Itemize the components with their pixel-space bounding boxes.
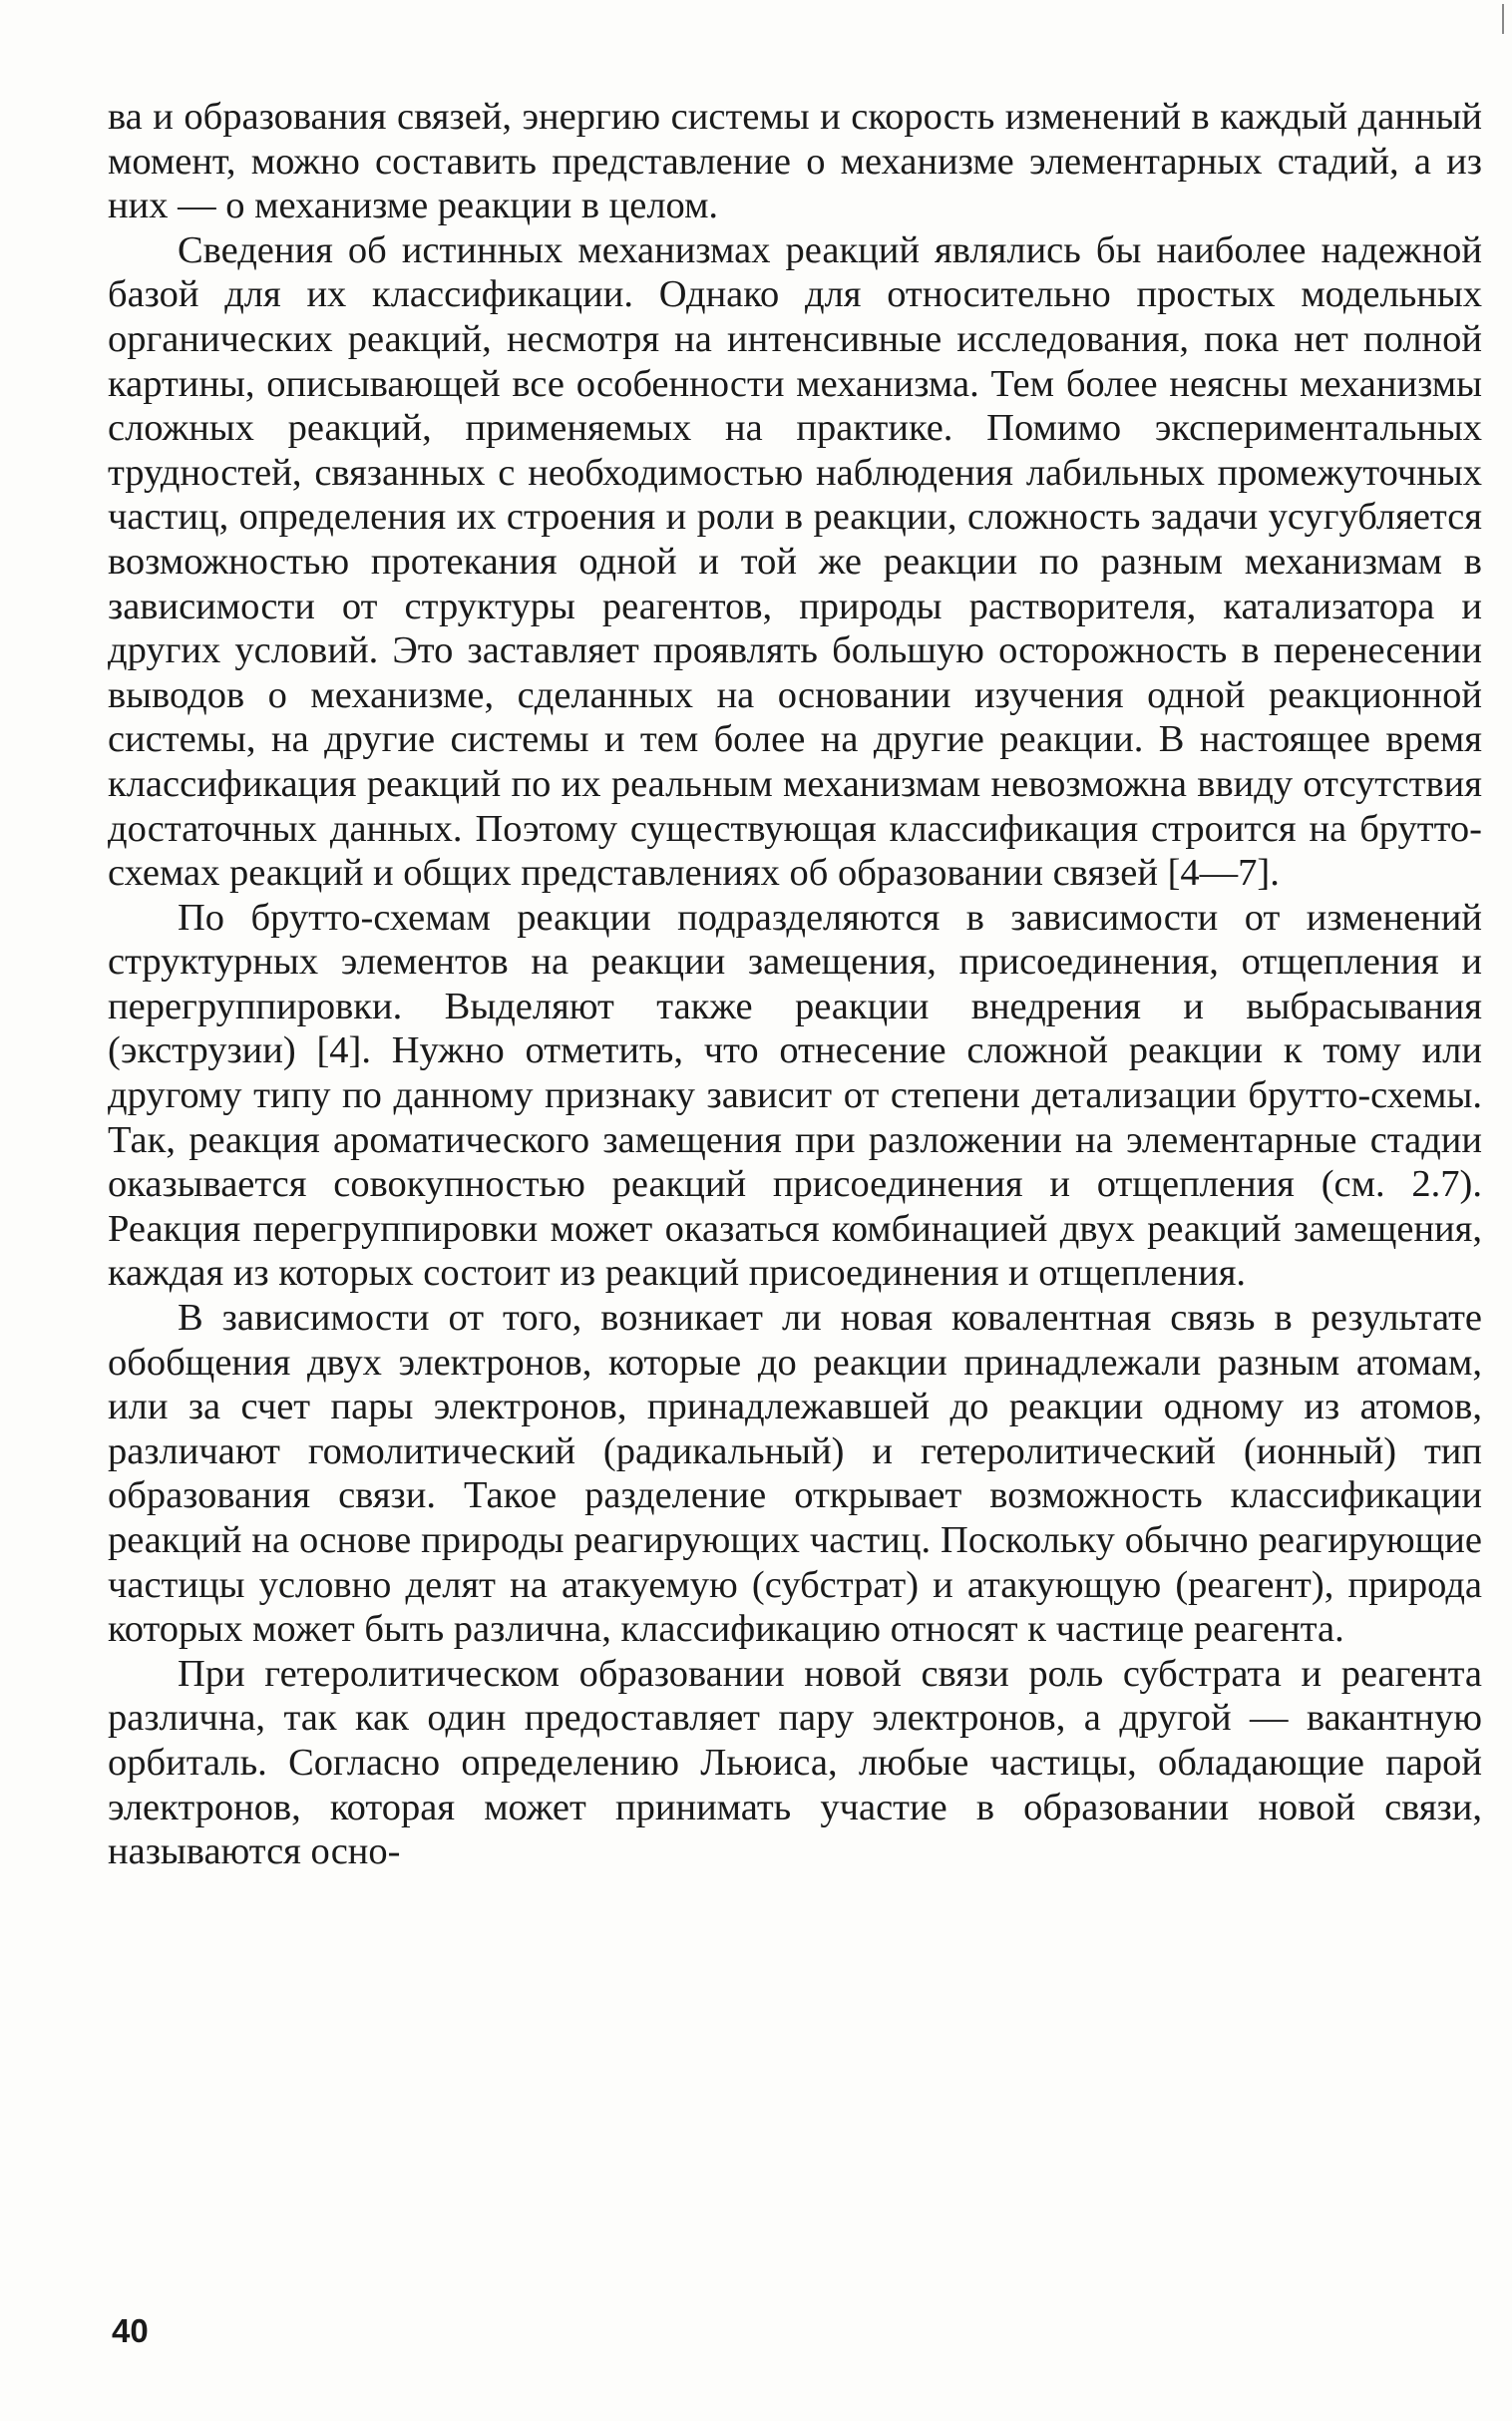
paragraph-heterolytic: При гетеролитическом образовании новой связи роль субстрата и реагента различна, так как один предоставляет пару электронов, а другой — вакантную орбиталь. Согласно определению Льюиса, любые частицы, обладающие парой электронов, которая может принимать участие в образовании новой связи, называются осно- (108, 1652, 1482, 1873)
page-number: 40 (112, 2312, 149, 2349)
scan-edge-mark (1502, 4, 1504, 34)
paragraph-mechanisms: Сведения об истинных механизмах реакций являлись бы наиболее надежной базой для их классификации. Однако для относительно простых модельных органических реакций, несмотря на интенсивные исследования, пока нет полной картины, описывающей все особенности механизма. Тем более неясны механизмы сложных реакций, применяемых на практике. Помимо экспериментальных трудностей, связанных с необходимостью наблюдения лабильных промежуточных частиц, определения их строения и роли в реакции, сложность задачи усугубляется возможностью протекания одной и той же реакции по разным механизмам в зависимости от структуры реагентов, природы растворителя, катализатора и других условий. Это заставляет проявлять большую осторожность в перенесении выводов о механизме, сделанных на основании изучения одной реакционной системы, на другие системы и тем более на другие реакции. В настоящее время классификация реакций по их реальным механизмам невозможна ввиду отсутствия достаточных данных. Поэтому существующая классификация строится на брутто-схемах реакций и общих представлениях об образовании связей [4—7]. (108, 228, 1482, 895)
paragraph-brutto-schemes: По брутто-схемам реакции подразделяются в зависимости от изменений структурных элементов на реакции замещения, присоединения, отщепления и перегруппировки. Выделяют также реакции внедрения и выбрасывания (экструзии) [4]. Нужно отметить, что отнесение сложной реакции к тому или другому типу по данному признаку зависит от степени детализации брутто-схемы. Так, реакция ароматического замещения при разложении на элементарные стадии оказывается совокупностью реакций присоединения и отщепления (см. 2.7). Реакция перегруппировки может оказаться комбинацией двух реакций замещения, каждая из которых состоит из реакций присоединения и отщепления. (108, 896, 1482, 1295)
paragraph-continuation: ва и образования связей, энергию системы и скорость изменений в каждый данный момент, можно составить представление о механизме элементарных стадий, а из них — о механизме реакции в целом. (108, 96, 1482, 227)
paragraph-bond-formation: В зависимости от того, возникает ли новая ковалентная связь в результате обобщения двух электронов, которые до реакции принадлежали разным атомам, или за счет пары электронов, принадлежавшей до реакции одному из атомов, различают гомолитический (радикальный) и гетеролитический (ионный) тип образования связи. Такое разделение открывает возможность классификации реакций на основе природы реагирующих частиц. Поскольку обычно реагирующие частицы условно делят на атакуемую (субстрат) и атакующую (реагент), природа которых может быть различна, классификацию относят к частице реагента. (108, 1297, 1482, 1651)
body-text (108, 95, 1482, 1874)
